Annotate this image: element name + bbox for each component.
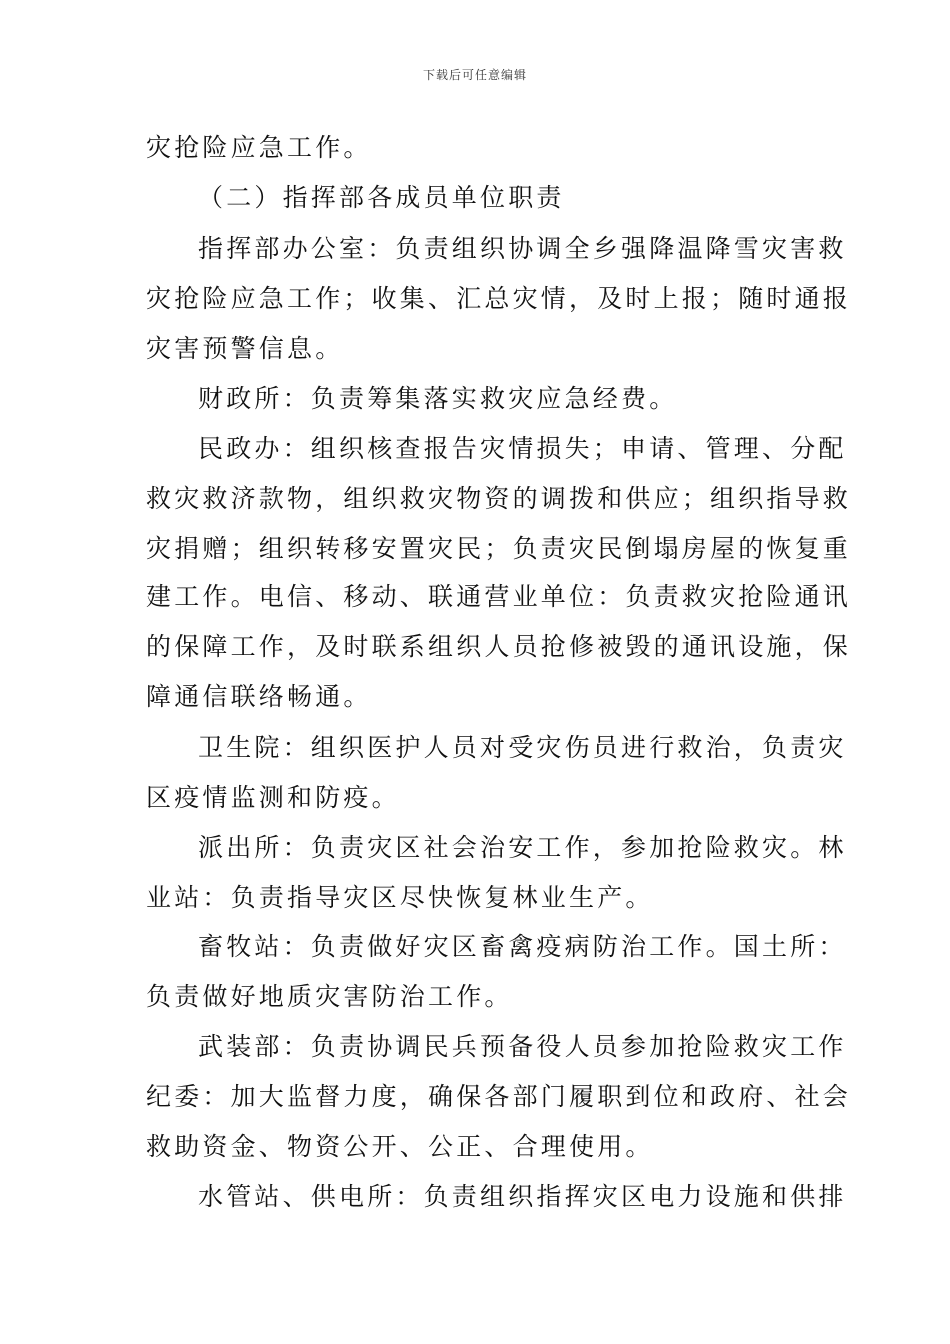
text-line-4: 灾抢险应急工作；收集、汇总灾情，及时上报；随时通报 — [146, 284, 852, 313]
text-line-19: 武装部：负责协调民兵预备役人员参加抢险救灾工作 — [198, 1032, 847, 1061]
text-line-20: 纪委：加大监督力度，确保各部门履职到位和政府、社会 — [146, 1082, 852, 1111]
text-line-8: 救灾救济款物，组织救灾物资的调拨和供应；组织指导救 — [146, 484, 852, 513]
text-line-14: 区疫情监测和防疫。 — [146, 783, 400, 812]
text-line-16: 业站：负责指导灾区尽快恢复林业生产。 — [146, 883, 654, 912]
section-heading: （二）指挥部各成员单位职责 — [198, 183, 565, 212]
text-line-9: 灾捐赠；组织转移安置灾民；负责灾民倒塌房屋的恢复重 — [146, 534, 852, 563]
text-line-3: 指挥部办公室：负责组织协调全乡强降温降雪灾害救 — [198, 234, 847, 263]
text-line-17: 畜牧站：负责做好灾区畜禽疫病防治工作。国土所： — [198, 932, 847, 961]
text-line-10: 建工作。电信、移动、联通营业单位：负责救灾抢险通讯 — [146, 582, 852, 611]
page-header: 下载后可任意编辑 — [422, 68, 527, 82]
text-line-5: 灾害预警信息。 — [146, 334, 344, 363]
text-line-6: 财政所：负责筹集落实救灾应急经费。 — [198, 384, 678, 413]
text-line-21: 救助资金、物资公开、公正、合理使用。 — [146, 1132, 654, 1161]
text-line-12: 障通信联络畅通。 — [146, 682, 372, 711]
text-line-13: 卫生院：组织医护人员对受灾伤员进行救治，负责灾 — [198, 733, 847, 762]
text-line-22: 水管站、供电所：负责组织指挥灾区电力设施和供排 — [198, 1182, 847, 1211]
text-line-15: 派出所：负责灾区社会治安工作，参加抢险救灾。林 — [198, 833, 847, 862]
text-line-7: 民政办：组织核查报告灾情损失；申请、管理、分配 — [198, 434, 847, 463]
text-line-11: 的保障工作，及时联系组织人员抢修被毁的通讯设施，保 — [146, 632, 852, 661]
text-line-1: 灾抢险应急工作。 — [146, 133, 372, 162]
text-line-18: 负责做好地质灾害防治工作。 — [146, 982, 513, 1011]
